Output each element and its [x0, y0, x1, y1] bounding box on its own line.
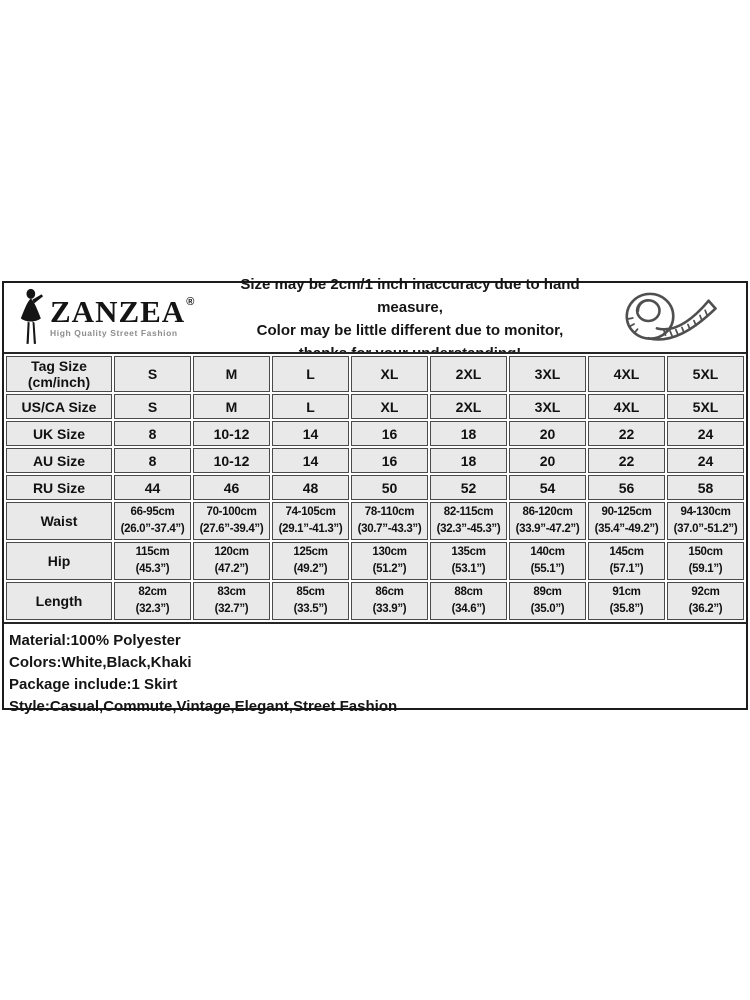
size-cell: 88cm (34.6”)	[430, 582, 507, 620]
woman-silhouette-icon	[12, 288, 48, 348]
table-row	[6, 502, 744, 540]
size-cell: 115cm (45.3”)	[114, 542, 191, 580]
brand-name: ZANZEA	[50, 294, 186, 329]
size-cell: 78-110cm (30.7”-43.3”)	[351, 502, 428, 540]
size-cell: 82cm (32.3”)	[114, 582, 191, 620]
material-info: Material:100% Polyester	[9, 632, 181, 649]
size-cell: XL	[351, 394, 428, 419]
brand-text-block	[50, 294, 195, 338]
size-cell: 20	[509, 448, 586, 473]
row-label: Length	[6, 582, 112, 620]
size-cell: 91cm (35.8”)	[588, 582, 665, 620]
size-disclaimer	[216, 271, 604, 365]
header	[4, 275, 746, 352]
row-label: Tag Size (cm/inch)	[6, 356, 112, 392]
size-cell: 5XL	[667, 356, 744, 392]
size-table-wrap	[4, 352, 746, 624]
table-row	[6, 421, 744, 446]
row-label: Waist	[6, 502, 112, 540]
size-table-body	[6, 356, 744, 620]
disclaimer-line-2: Color may be little different due to monitor,	[256, 321, 564, 339]
size-cell: 120cm (47.2”)	[193, 542, 270, 580]
size-cell: 4XL	[588, 394, 665, 419]
size-cell: 8	[114, 448, 191, 473]
size-chart-box	[2, 275, 748, 715]
size-cell: 130cm (51.2”)	[351, 542, 428, 580]
row-label: US/CA Size	[6, 394, 112, 419]
size-cell: 83cm (32.7”)	[193, 582, 270, 620]
size-cell: M	[193, 394, 270, 419]
size-cell: 5XL	[667, 394, 744, 419]
size-cell: XL	[351, 356, 428, 392]
size-cell: 74-105cm (29.1”-41.3”)	[272, 502, 349, 540]
size-cell: S	[114, 356, 191, 392]
table-row	[6, 448, 744, 473]
size-cell: 70-100cm (27.6”-39.4”)	[193, 502, 270, 540]
size-cell: 48	[272, 475, 349, 500]
size-cell: 2XL	[430, 394, 507, 419]
style-info: Style:Casual,Commute,Vintage,Elegant,Street Fashion	[9, 698, 398, 715]
size-cell: 24	[667, 448, 744, 473]
size-cell: 10-12	[193, 421, 270, 446]
size-cell: 54	[509, 475, 586, 500]
size-cell: 85cm (33.5”)	[272, 582, 349, 620]
size-cell: 66-95cm (26.0”-37.4”)	[114, 502, 191, 540]
size-cell: 150cm (59.1”)	[667, 542, 744, 580]
size-cell: 16	[351, 421, 428, 446]
size-cell: 24	[667, 421, 744, 446]
size-cell: 82-115cm (32.3”-45.3”)	[430, 502, 507, 540]
size-cell: 92cm (36.2”)	[667, 582, 744, 620]
product-info	[4, 624, 746, 722]
size-cell: 140cm (55.1”)	[509, 542, 586, 580]
brand-logo	[4, 288, 216, 348]
size-cell: 10-12	[193, 448, 270, 473]
size-cell: 14	[272, 421, 349, 446]
size-cell: L	[272, 394, 349, 419]
table-row	[6, 475, 744, 500]
disclaimer-line-1: Size may be 2cm/1 inch inaccuracy due to hand measure,	[240, 275, 580, 316]
size-cell: 56	[588, 475, 665, 500]
size-table	[4, 354, 746, 622]
size-cell: 22	[588, 448, 665, 473]
row-label: RU Size	[6, 475, 112, 500]
table-row	[6, 542, 744, 580]
size-cell: 125cm (49.2”)	[272, 542, 349, 580]
table-row	[6, 582, 744, 620]
table-row	[6, 394, 744, 419]
colors-info: Colors:White,Black,Khaki	[9, 654, 192, 671]
row-label: UK Size	[6, 421, 112, 446]
package-info: Package include:1 Skirt	[9, 676, 178, 693]
size-cell: S	[114, 394, 191, 419]
size-cell: 4XL	[588, 356, 665, 392]
size-cell: 16	[351, 448, 428, 473]
row-label: AU Size	[6, 448, 112, 473]
size-cell: 145cm (57.1”)	[588, 542, 665, 580]
size-cell: L	[272, 356, 349, 392]
size-cell: 86-120cm (33.9”-47.2”)	[509, 502, 586, 540]
size-cell: 89cm (35.0”)	[509, 582, 586, 620]
size-cell: 94-130cm (37.0”-51.2”)	[667, 502, 744, 540]
size-cell: 20	[509, 421, 586, 446]
size-cell: M	[193, 356, 270, 392]
size-cell: 8	[114, 421, 191, 446]
size-cell: 135cm (53.1”)	[430, 542, 507, 580]
size-cell: 58	[667, 475, 744, 500]
size-cell: 22	[588, 421, 665, 446]
brand-tagline: High Quality Street Fashion	[50, 328, 178, 338]
size-cell: 86cm (33.9”)	[351, 582, 428, 620]
size-cell: 3XL	[509, 394, 586, 419]
size-cell: 14	[272, 448, 349, 473]
measuring-tape-icon	[604, 287, 746, 349]
size-cell: 50	[351, 475, 428, 500]
size-cell: 52	[430, 475, 507, 500]
size-cell: 18	[430, 421, 507, 446]
table-row	[6, 356, 744, 392]
size-cell: 46	[193, 475, 270, 500]
row-label: Hip	[6, 542, 112, 580]
registered-trademark-icon: ®	[186, 296, 195, 308]
size-cell: 18	[430, 448, 507, 473]
size-cell: 3XL	[509, 356, 586, 392]
size-cell: 44	[114, 475, 191, 500]
size-cell: 2XL	[430, 356, 507, 392]
size-cell: 90-125cm (35.4”-49.2”)	[588, 502, 665, 540]
